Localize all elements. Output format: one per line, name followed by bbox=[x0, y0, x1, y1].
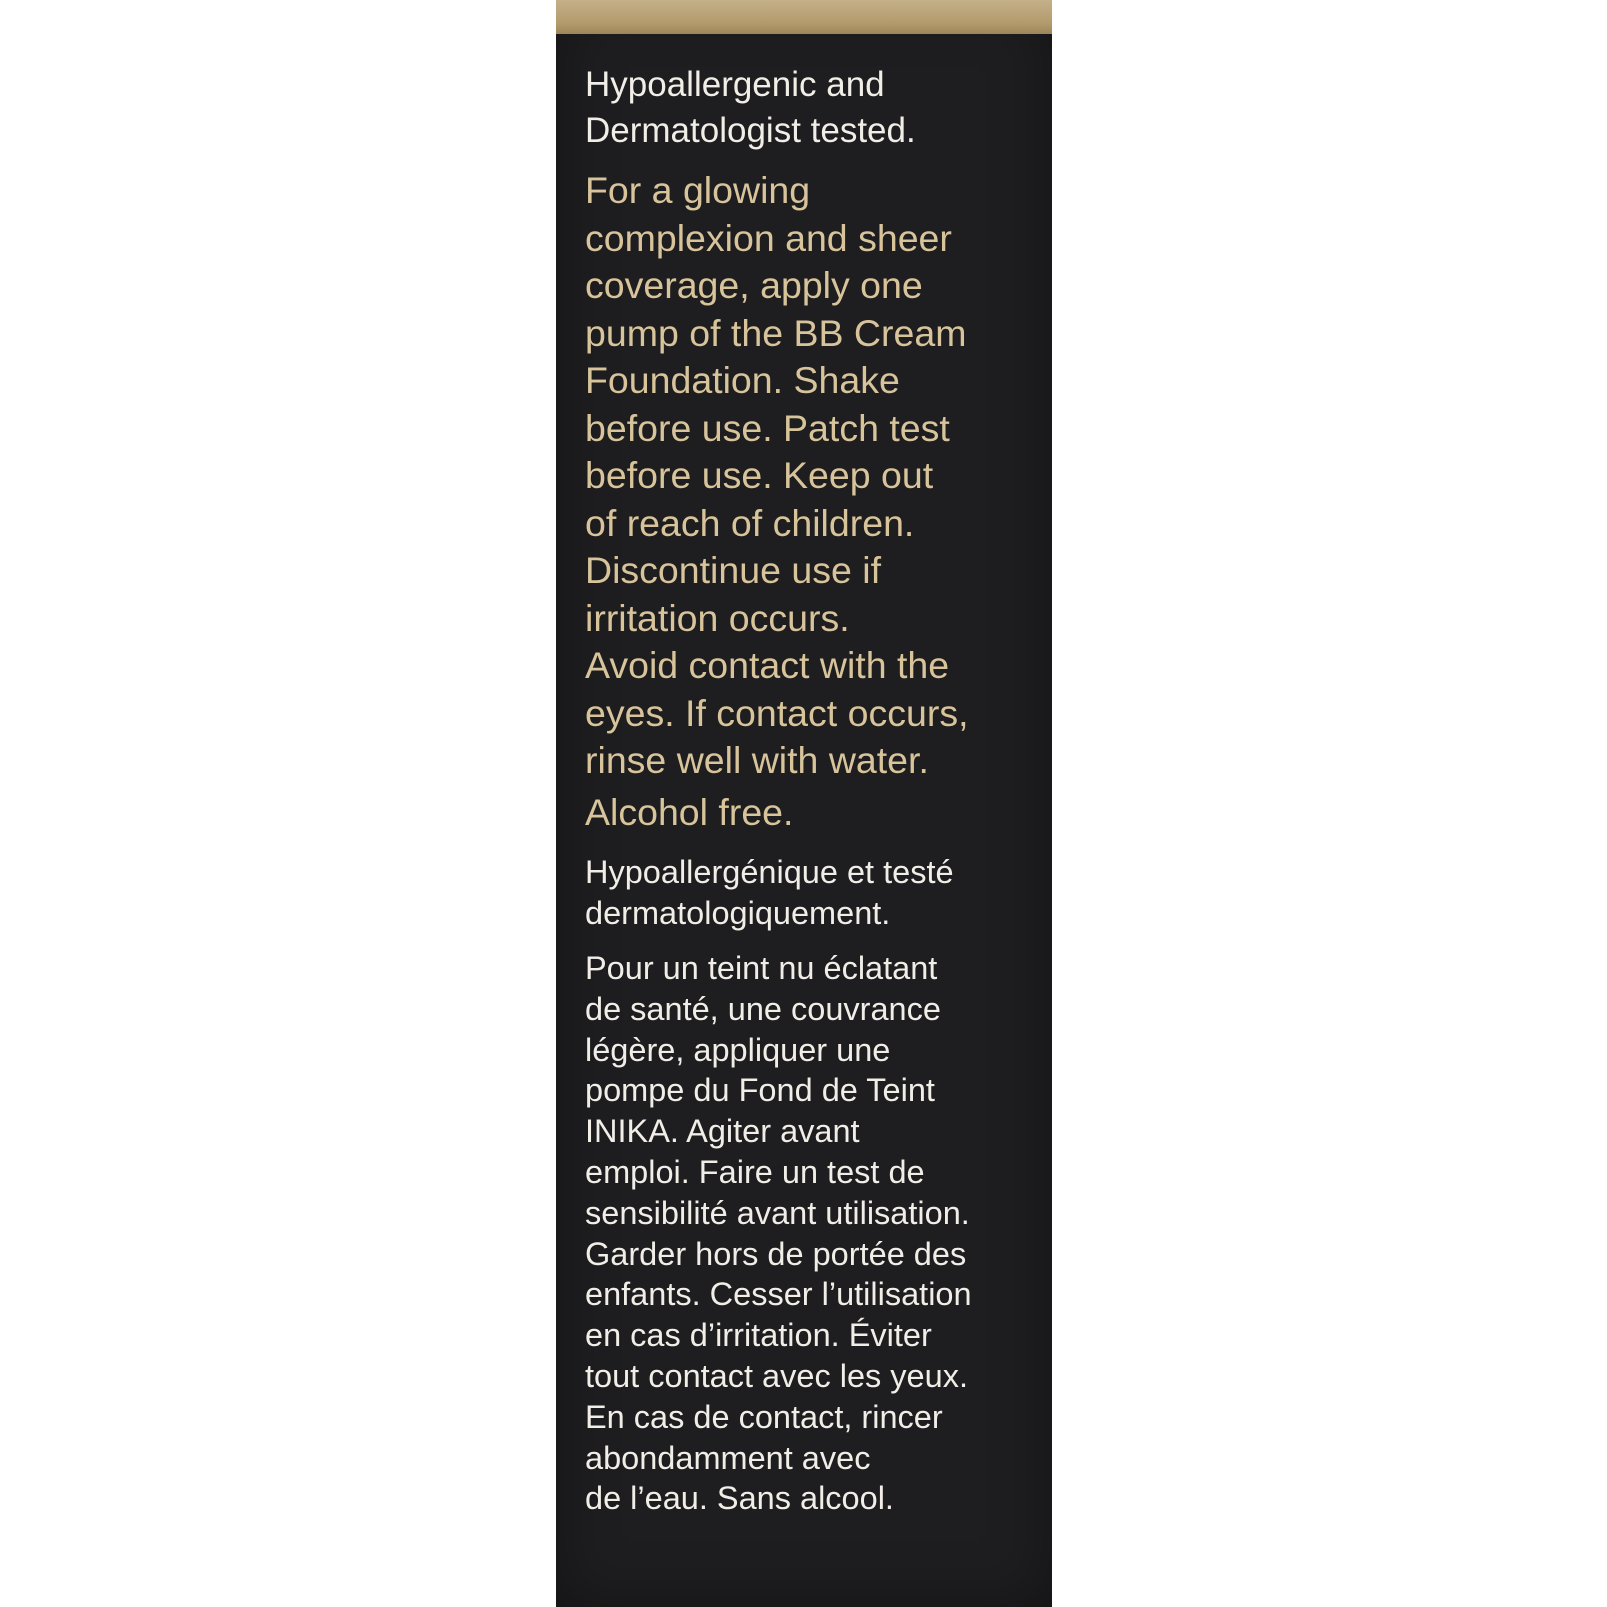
english-directions-text: For a glowing complexion and sheer coverage, apply one pump of the BB Cream Foundation. Shake before use. Patch test before use. Keep out of reach of children. Discontinue use if irritation occurs. Avoid contact with the eyes. If contact occurs, rinse well with water. bbox=[585, 169, 969, 781]
gold-foil-band bbox=[556, 0, 1052, 34]
english-alcohol-free-text: Alcohol free. bbox=[585, 791, 794, 833]
french-claim-text: Hypoallergénique et testé dermatologiquement. bbox=[585, 854, 954, 931]
package-side-panel bbox=[556, 0, 1052, 1607]
french-directions-text: Pour un teint nu éclatant de santé, une couvrance légère, appliquer une pompe du Fond de Teint INIKA. Agiter avant emploi. Faire un test de sensibilité avant utilisation. Garder hors de portée des enfants. Cesser l’utilisation en cas d’irritation. Éviter tout contact avec les yeux. En cas de contact, rincer abondamment avec de l’eau. Sans alcool. bbox=[585, 950, 972, 1517]
english-claim-text: Hypoallergenic and Dermatologist tested. bbox=[585, 65, 916, 150]
